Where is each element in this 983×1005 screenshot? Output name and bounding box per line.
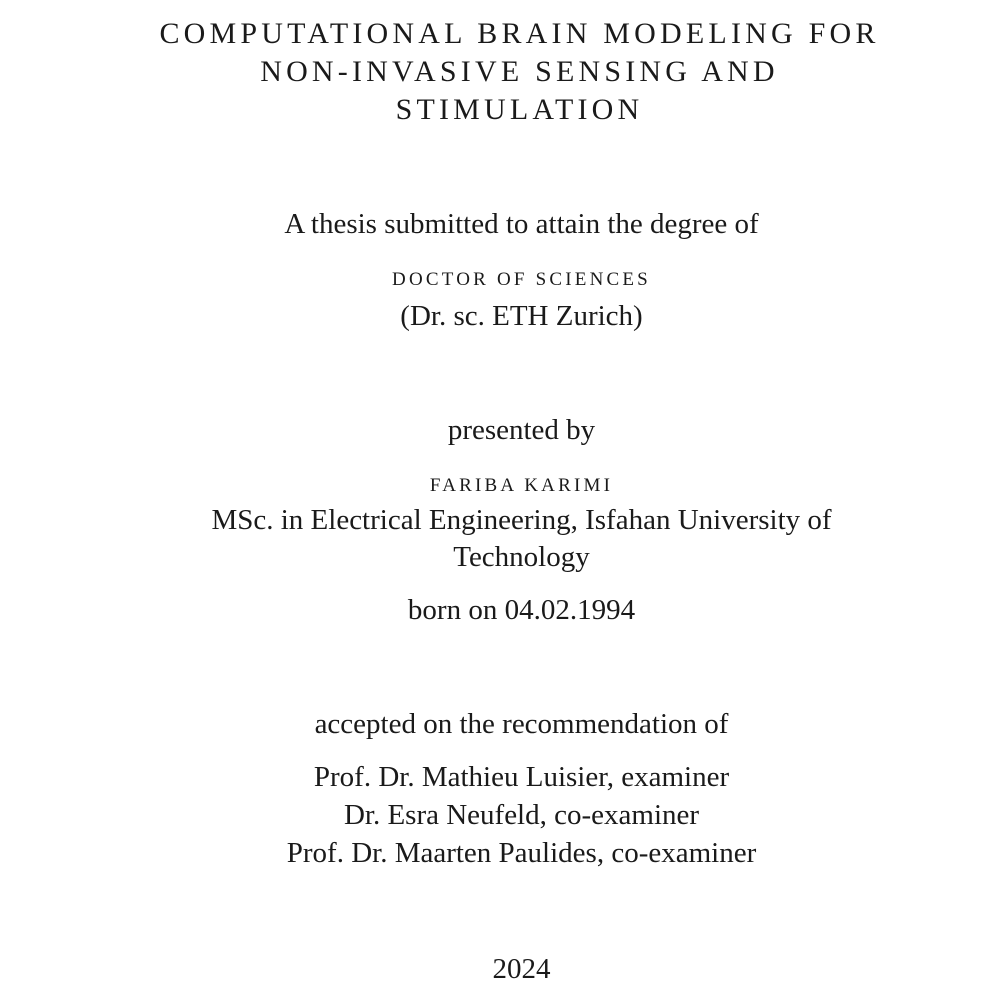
author-qualification-line-1: MSc. in Electrical Engineering, Isfahan University of — [211, 504, 832, 536]
degree-abbreviation: (Dr. sc. ETH Zurich) — [400, 300, 643, 332]
author-name: FARIBA KARIMI — [429, 475, 614, 496]
committee-member: Prof. Dr. Mathieu Luisier, examiner — [313, 761, 730, 793]
thesis-title-line-1: COMPUTATIONAL BRAIN MODELING FOR — [159, 17, 880, 50]
presented-by: presented by — [447, 414, 596, 446]
committee-intro: accepted on the recommendation of — [314, 708, 729, 740]
committee-member: Dr. Esra Neufeld, co-examiner — [343, 799, 700, 831]
degree-name: DOCTOR OF SCIENCES — [392, 269, 651, 290]
thesis-title-line-2: NON-INVASIVE SENSING AND — [260, 55, 779, 88]
thesis-title-line-3: STIMULATION — [395, 93, 644, 126]
publication-year: 2024 — [492, 953, 551, 985]
committee-member: Prof. Dr. Maarten Paulides, co-examiner — [286, 837, 757, 869]
degree-intro: A thesis submitted to attain the degree of — [284, 208, 759, 240]
author-birth-date: born on 04.02.1994 — [407, 594, 636, 626]
author-qualification-line-2: Technology — [453, 541, 590, 573]
